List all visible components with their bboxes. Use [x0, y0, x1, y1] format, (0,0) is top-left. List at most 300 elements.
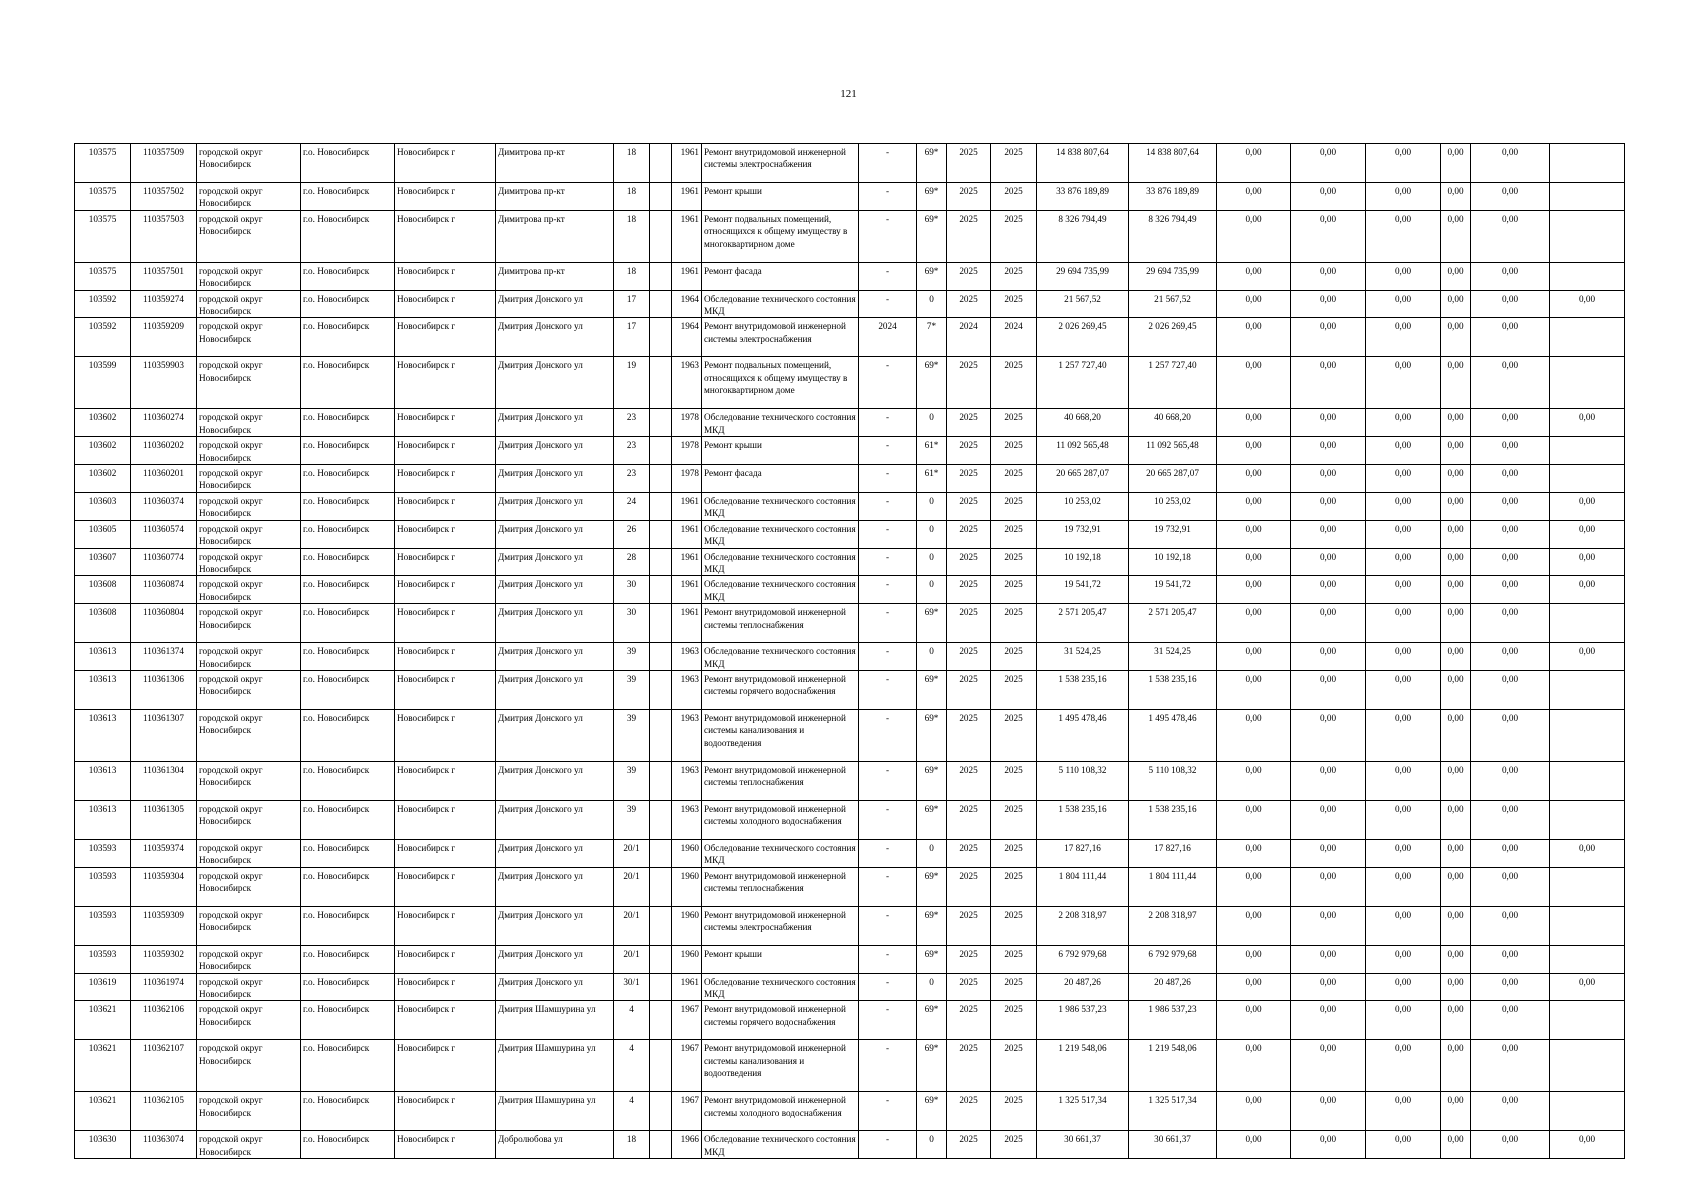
building-cell	[650, 867, 672, 906]
prev-year-cell: -	[859, 761, 917, 800]
work-type-cell: Обследование технического состояния МКД	[702, 492, 859, 520]
other-cell: 0,00	[1471, 357, 1550, 409]
municipality-cell: г.о. Новосибирск	[301, 262, 395, 290]
plan-start-cell: 2025	[947, 761, 991, 800]
survey-cell: 0,00	[1550, 409, 1625, 437]
federal-cell: 0,00	[1217, 670, 1291, 709]
plan-start-cell: 2025	[947, 465, 991, 493]
owners-cell: 0,00	[1441, 465, 1471, 493]
settlement-cell: Новосибирск г	[395, 437, 496, 465]
work-id-cell: 110361305	[131, 800, 197, 839]
municipality-cell: г.о. Новосибирск	[301, 906, 395, 945]
owners-cell: 0,00	[1441, 290, 1471, 318]
regional-cell: 0,00	[1291, 437, 1366, 465]
building-cell	[650, 839, 672, 867]
municipality-cell: г.о. Новосибирск	[301, 973, 395, 1001]
plan-end-cell: 2025	[991, 1131, 1037, 1159]
table-row	[75, 262, 1625, 290]
build-year-cell: 1961	[672, 520, 702, 548]
building-cell	[650, 1040, 672, 1092]
local-cell: 0,00	[1366, 800, 1441, 839]
federal-cell: 0,00	[1217, 1131, 1291, 1159]
total-cost-cell: 19 541,72	[1037, 576, 1129, 604]
street-cell: Дмитрия Донского ул	[496, 576, 614, 604]
building-cell	[650, 262, 672, 290]
house-number-cell: 30/1	[614, 973, 650, 1001]
total-cost-cell: 2 208 318,97	[1037, 906, 1129, 945]
federal-cell: 0,00	[1217, 520, 1291, 548]
house-id-cell: 103592	[75, 318, 131, 357]
owners-cell: 0,00	[1441, 492, 1471, 520]
regional-cell: 0,00	[1291, 867, 1366, 906]
work-type-cell: Ремонт крыши	[702, 437, 859, 465]
regional-cell: 0,00	[1291, 409, 1366, 437]
street-cell: Дмитрия Шамшурина ул	[496, 1040, 614, 1092]
other-cell: 0,00	[1471, 1092, 1550, 1131]
settlement-cell: Новосибирск г	[395, 548, 496, 576]
wear-percent-cell: 69*	[917, 604, 947, 643]
fund-cost-cell: 20 487,26	[1129, 973, 1217, 1001]
house-id-cell: 103593	[75, 906, 131, 945]
regional-cell: 0,00	[1291, 492, 1366, 520]
survey-cell: 0,00	[1550, 973, 1625, 1001]
plan-start-cell: 2024	[947, 318, 991, 357]
fund-cost-cell: 14 838 807,64	[1129, 144, 1217, 183]
survey-cell	[1550, 183, 1625, 211]
plan-start-cell: 2025	[947, 1131, 991, 1159]
work-id-cell: 110360874	[131, 576, 197, 604]
municipality-cell: г.о. Новосибирск	[301, 318, 395, 357]
building-cell	[650, 800, 672, 839]
local-cell: 0,00	[1366, 945, 1441, 973]
survey-cell	[1550, 1001, 1625, 1040]
owners-cell: 0,00	[1441, 183, 1471, 211]
work-id-cell: 110361974	[131, 973, 197, 1001]
fund-cost-cell: 2 026 269,45	[1129, 318, 1217, 357]
work-id-cell: 110362107	[131, 1040, 197, 1092]
house-number-cell: 26	[614, 520, 650, 548]
plan-end-cell: 2025	[991, 183, 1037, 211]
work-id-cell: 110360574	[131, 520, 197, 548]
table-row	[75, 210, 1625, 262]
house-id-cell: 103592	[75, 290, 131, 318]
building-cell	[650, 643, 672, 671]
municipality-cell: г.о. Новосибирск	[301, 520, 395, 548]
fund-cost-cell: 40 668,20	[1129, 409, 1217, 437]
street-cell: Дмитрия Донского ул	[496, 290, 614, 318]
federal-cell: 0,00	[1217, 867, 1291, 906]
work-type-cell: Ремонт внутридомовой инженерной системы канализования и водоотведения	[702, 709, 859, 761]
owners-cell: 0,00	[1441, 210, 1471, 262]
wear-percent-cell: 0	[917, 643, 947, 671]
total-cost-cell: 31 524,25	[1037, 643, 1129, 671]
wear-percent-cell: 7*	[917, 318, 947, 357]
work-id-cell: 110359309	[131, 906, 197, 945]
table-row	[75, 945, 1625, 973]
federal-cell: 0,00	[1217, 548, 1291, 576]
street-cell: Дмитрия Донского ул	[496, 520, 614, 548]
street-cell: Дмитрия Донского ул	[496, 839, 614, 867]
survey-cell: 0,00	[1550, 520, 1625, 548]
building-cell	[650, 520, 672, 548]
plan-start-cell: 2025	[947, 643, 991, 671]
local-cell: 0,00	[1366, 973, 1441, 1001]
building-cell	[650, 1092, 672, 1131]
owners-cell: 0,00	[1441, 643, 1471, 671]
settlement-cell: Новосибирск г	[395, 800, 496, 839]
fund-cost-cell: 31 524,25	[1129, 643, 1217, 671]
regional-cell: 0,00	[1291, 576, 1366, 604]
survey-cell	[1550, 1040, 1625, 1092]
settlement-cell: Новосибирск г	[395, 1131, 496, 1159]
building-cell	[650, 183, 672, 211]
settlement-cell: Новосибирск г	[395, 867, 496, 906]
total-cost-cell: 1 257 727,40	[1037, 357, 1129, 409]
street-cell: Дмитрия Шамшурина ул	[496, 1092, 614, 1131]
build-year-cell: 1978	[672, 409, 702, 437]
work-id-cell: 110361374	[131, 643, 197, 671]
prev-year-cell: -	[859, 1131, 917, 1159]
wear-percent-cell: 0	[917, 492, 947, 520]
plan-end-cell: 2025	[991, 867, 1037, 906]
total-cost-cell: 14 838 807,64	[1037, 144, 1129, 183]
work-id-cell: 110360202	[131, 437, 197, 465]
table-row	[75, 1001, 1625, 1040]
other-cell: 0,00	[1471, 492, 1550, 520]
house-id-cell: 103613	[75, 670, 131, 709]
build-year-cell: 1961	[672, 262, 702, 290]
plan-end-cell: 2025	[991, 1040, 1037, 1092]
municipality-cell: г.о. Новосибирск	[301, 1040, 395, 1092]
federal-cell: 0,00	[1217, 210, 1291, 262]
table-body	[75, 144, 1625, 1159]
survey-cell: 0,00	[1550, 1131, 1625, 1159]
prev-year-cell: -	[859, 867, 917, 906]
regional-cell: 0,00	[1291, 183, 1366, 211]
regional-cell: 0,00	[1291, 761, 1366, 800]
house-number-cell: 17	[614, 318, 650, 357]
municipality-cell: г.о. Новосибирск	[301, 437, 395, 465]
survey-cell	[1550, 144, 1625, 183]
total-cost-cell: 21 567,52	[1037, 290, 1129, 318]
build-year-cell: 1961	[672, 576, 702, 604]
municipality-cell: г.о. Новосибирск	[301, 643, 395, 671]
prev-year-cell: -	[859, 576, 917, 604]
building-cell	[650, 1131, 672, 1159]
plan-end-cell: 2025	[991, 144, 1037, 183]
plan-start-cell: 2025	[947, 576, 991, 604]
street-cell: Димитрова пр-кт	[496, 144, 614, 183]
survey-cell	[1550, 262, 1625, 290]
federal-cell: 0,00	[1217, 604, 1291, 643]
total-cost-cell: 1 804 111,44	[1037, 867, 1129, 906]
house-number-cell: 18	[614, 1131, 650, 1159]
house-number-cell: 4	[614, 1001, 650, 1040]
house-number-cell: 30	[614, 576, 650, 604]
other-cell: 0,00	[1471, 576, 1550, 604]
local-cell: 0,00	[1366, 437, 1441, 465]
prev-year-cell: -	[859, 643, 917, 671]
municipality-cell: г.о. Новосибирск	[301, 945, 395, 973]
owners-cell: 0,00	[1441, 670, 1471, 709]
total-cost-cell: 20 665 287,07	[1037, 465, 1129, 493]
building-cell	[650, 604, 672, 643]
building-cell	[650, 906, 672, 945]
settlement-cell: Новосибирск г	[395, 183, 496, 211]
plan-start-cell: 2025	[947, 437, 991, 465]
survey-cell	[1550, 318, 1625, 357]
table-row	[75, 643, 1625, 671]
settlement-cell: Новосибирск г	[395, 906, 496, 945]
prev-year-cell: -	[859, 409, 917, 437]
local-cell: 0,00	[1366, 210, 1441, 262]
owners-cell: 0,00	[1441, 357, 1471, 409]
table-row	[75, 548, 1625, 576]
street-cell: Дмитрия Донского ул	[496, 357, 614, 409]
federal-cell: 0,00	[1217, 409, 1291, 437]
other-cell: 0,00	[1471, 210, 1550, 262]
plan-start-cell: 2025	[947, 973, 991, 1001]
owners-cell: 0,00	[1441, 548, 1471, 576]
house-number-cell: 39	[614, 709, 650, 761]
fund-cost-cell: 30 661,37	[1129, 1131, 1217, 1159]
wear-percent-cell: 69*	[917, 1001, 947, 1040]
work-id-cell: 110359274	[131, 290, 197, 318]
prev-year-cell: -	[859, 548, 917, 576]
regional-cell: 0,00	[1291, 465, 1366, 493]
build-year-cell: 1967	[672, 1040, 702, 1092]
total-cost-cell: 1 986 537,23	[1037, 1001, 1129, 1040]
work-type-cell: Ремонт подвальных помещений, относящихся к общему имуществу в многоквартирном доме	[702, 210, 859, 262]
plan-start-cell: 2025	[947, 670, 991, 709]
district-cell: городской округ Новосибирск	[197, 906, 301, 945]
plan-start-cell: 2025	[947, 839, 991, 867]
local-cell: 0,00	[1366, 1040, 1441, 1092]
regional-cell: 0,00	[1291, 839, 1366, 867]
plan-start-cell: 2025	[947, 1040, 991, 1092]
survey-cell	[1550, 210, 1625, 262]
work-type-cell: Обследование технического состояния МКД	[702, 290, 859, 318]
table-row	[75, 437, 1625, 465]
house-number-cell: 18	[614, 183, 650, 211]
other-cell: 0,00	[1471, 465, 1550, 493]
plan-start-cell: 2025	[947, 548, 991, 576]
wear-percent-cell: 69*	[917, 1040, 947, 1092]
plan-end-cell: 2025	[991, 839, 1037, 867]
other-cell: 0,00	[1471, 548, 1550, 576]
wear-percent-cell: 69*	[917, 262, 947, 290]
prev-year-cell: -	[859, 1040, 917, 1092]
wear-percent-cell: 61*	[917, 465, 947, 493]
street-cell: Добролюбова ул	[496, 1131, 614, 1159]
total-cost-cell: 20 487,26	[1037, 973, 1129, 1001]
owners-cell: 0,00	[1441, 839, 1471, 867]
prev-year-cell: -	[859, 357, 917, 409]
build-year-cell: 1961	[672, 183, 702, 211]
prev-year-cell: -	[859, 670, 917, 709]
house-number-cell: 23	[614, 437, 650, 465]
settlement-cell: Новосибирск г	[395, 144, 496, 183]
house-id-cell: 103599	[75, 357, 131, 409]
table-row	[75, 465, 1625, 493]
plan-end-cell: 2025	[991, 437, 1037, 465]
house-id-cell: 103575	[75, 262, 131, 290]
build-year-cell: 1967	[672, 1001, 702, 1040]
wear-percent-cell: 0	[917, 839, 947, 867]
work-id-cell: 110359302	[131, 945, 197, 973]
survey-cell	[1550, 867, 1625, 906]
total-cost-cell: 33 876 189,89	[1037, 183, 1129, 211]
survey-cell	[1550, 761, 1625, 800]
federal-cell: 0,00	[1217, 357, 1291, 409]
work-id-cell: 110363074	[131, 1131, 197, 1159]
street-cell: Дмитрия Донского ул	[496, 318, 614, 357]
owners-cell: 0,00	[1441, 437, 1471, 465]
table-row	[75, 604, 1625, 643]
prev-year-cell: -	[859, 1001, 917, 1040]
plan-start-cell: 2025	[947, 520, 991, 548]
street-cell: Дмитрия Донского ул	[496, 670, 614, 709]
building-cell	[650, 548, 672, 576]
street-cell: Дмитрия Донского ул	[496, 867, 614, 906]
street-cell: Дмитрия Донского ул	[496, 465, 614, 493]
work-id-cell: 110361307	[131, 709, 197, 761]
total-cost-cell: 1 538 235,16	[1037, 670, 1129, 709]
house-id-cell: 103602	[75, 437, 131, 465]
survey-cell: 0,00	[1550, 548, 1625, 576]
build-year-cell: 1961	[672, 492, 702, 520]
municipality-cell: г.о. Новосибирск	[301, 1001, 395, 1040]
work-id-cell: 110360374	[131, 492, 197, 520]
house-id-cell: 103630	[75, 1131, 131, 1159]
survey-cell	[1550, 800, 1625, 839]
plan-end-cell: 2025	[991, 520, 1037, 548]
plan-end-cell: 2025	[991, 548, 1037, 576]
other-cell: 0,00	[1471, 670, 1550, 709]
settlement-cell: Новосибирск г	[395, 262, 496, 290]
work-type-cell: Ремонт внутридомовой инженерной системы теплоснабжения	[702, 604, 859, 643]
settlement-cell: Новосибирск г	[395, 709, 496, 761]
owners-cell: 0,00	[1441, 761, 1471, 800]
build-year-cell: 1960	[672, 906, 702, 945]
local-cell: 0,00	[1366, 604, 1441, 643]
municipality-cell: г.о. Новосибирск	[301, 548, 395, 576]
total-cost-cell: 6 792 979,68	[1037, 945, 1129, 973]
regional-cell: 0,00	[1291, 604, 1366, 643]
municipality-cell: г.о. Новосибирск	[301, 576, 395, 604]
work-id-cell: 110357509	[131, 144, 197, 183]
other-cell: 0,00	[1471, 409, 1550, 437]
federal-cell: 0,00	[1217, 437, 1291, 465]
work-type-cell: Обследование технического состояния МКД	[702, 1131, 859, 1159]
other-cell: 0,00	[1471, 945, 1550, 973]
fund-cost-cell: 11 092 565,48	[1129, 437, 1217, 465]
plan-start-cell: 2025	[947, 409, 991, 437]
total-cost-cell: 2 026 269,45	[1037, 318, 1129, 357]
wear-percent-cell: 61*	[917, 437, 947, 465]
prev-year-cell: -	[859, 520, 917, 548]
regional-cell: 0,00	[1291, 290, 1366, 318]
other-cell: 0,00	[1471, 437, 1550, 465]
work-id-cell: 110359209	[131, 318, 197, 357]
district-cell: городской округ Новосибирск	[197, 548, 301, 576]
other-cell: 0,00	[1471, 1001, 1550, 1040]
page-number: 121	[840, 88, 857, 100]
build-year-cell: 1966	[672, 1131, 702, 1159]
street-cell: Димитрова пр-кт	[496, 262, 614, 290]
fund-cost-cell: 1 257 727,40	[1129, 357, 1217, 409]
regional-cell: 0,00	[1291, 643, 1366, 671]
local-cell: 0,00	[1366, 670, 1441, 709]
owners-cell: 0,00	[1441, 144, 1471, 183]
house-number-cell: 39	[614, 800, 650, 839]
plan-end-cell: 2025	[991, 262, 1037, 290]
plan-start-cell: 2025	[947, 183, 991, 211]
house-id-cell: 103602	[75, 465, 131, 493]
municipality-cell: г.о. Новосибирск	[301, 210, 395, 262]
work-id-cell: 110359304	[131, 867, 197, 906]
build-year-cell: 1964	[672, 290, 702, 318]
municipality-cell: г.о. Новосибирск	[301, 144, 395, 183]
settlement-cell: Новосибирск г	[395, 761, 496, 800]
plan-start-cell: 2025	[947, 800, 991, 839]
settlement-cell: Новосибирск г	[395, 1092, 496, 1131]
street-cell: Димитрова пр-кт	[496, 210, 614, 262]
fund-cost-cell: 1 538 235,16	[1129, 670, 1217, 709]
federal-cell: 0,00	[1217, 262, 1291, 290]
other-cell: 0,00	[1471, 318, 1550, 357]
regional-cell: 0,00	[1291, 144, 1366, 183]
local-cell: 0,00	[1366, 357, 1441, 409]
survey-cell	[1550, 604, 1625, 643]
settlement-cell: Новосибирск г	[395, 945, 496, 973]
plan-end-cell: 2025	[991, 906, 1037, 945]
wear-percent-cell: 69*	[917, 709, 947, 761]
work-type-cell: Обследование технического состояния МКД	[702, 643, 859, 671]
other-cell: 0,00	[1471, 604, 1550, 643]
table-row	[75, 290, 1625, 318]
local-cell: 0,00	[1366, 576, 1441, 604]
owners-cell: 0,00	[1441, 520, 1471, 548]
municipality-cell: г.о. Новосибирск	[301, 409, 395, 437]
prev-year-cell: -	[859, 144, 917, 183]
local-cell: 0,00	[1366, 144, 1441, 183]
district-cell: городской округ Новосибирск	[197, 670, 301, 709]
fund-cost-cell: 29 694 735,99	[1129, 262, 1217, 290]
regional-cell: 0,00	[1291, 945, 1366, 973]
settlement-cell: Новосибирск г	[395, 839, 496, 867]
federal-cell: 0,00	[1217, 1040, 1291, 1092]
work-id-cell: 110357503	[131, 210, 197, 262]
total-cost-cell: 5 110 108,32	[1037, 761, 1129, 800]
district-cell: городской округ Новосибирск	[197, 643, 301, 671]
wear-percent-cell: 69*	[917, 1092, 947, 1131]
plan-start-cell: 2025	[947, 144, 991, 183]
house-number-cell: 18	[614, 210, 650, 262]
building-cell	[650, 670, 672, 709]
settlement-cell: Новосибирск г	[395, 1001, 496, 1040]
work-type-cell: Ремонт внутридомовой инженерной системы горячего водоснабжения	[702, 670, 859, 709]
settlement-cell: Новосибирск г	[395, 210, 496, 262]
district-cell: городской округ Новосибирск	[197, 1092, 301, 1131]
survey-cell	[1550, 1092, 1625, 1131]
regional-cell: 0,00	[1291, 973, 1366, 1001]
municipality-cell: г.о. Новосибирск	[301, 465, 395, 493]
plan-start-cell: 2025	[947, 1001, 991, 1040]
work-id-cell: 110362106	[131, 1001, 197, 1040]
house-number-cell: 19	[614, 357, 650, 409]
house-id-cell: 103593	[75, 945, 131, 973]
